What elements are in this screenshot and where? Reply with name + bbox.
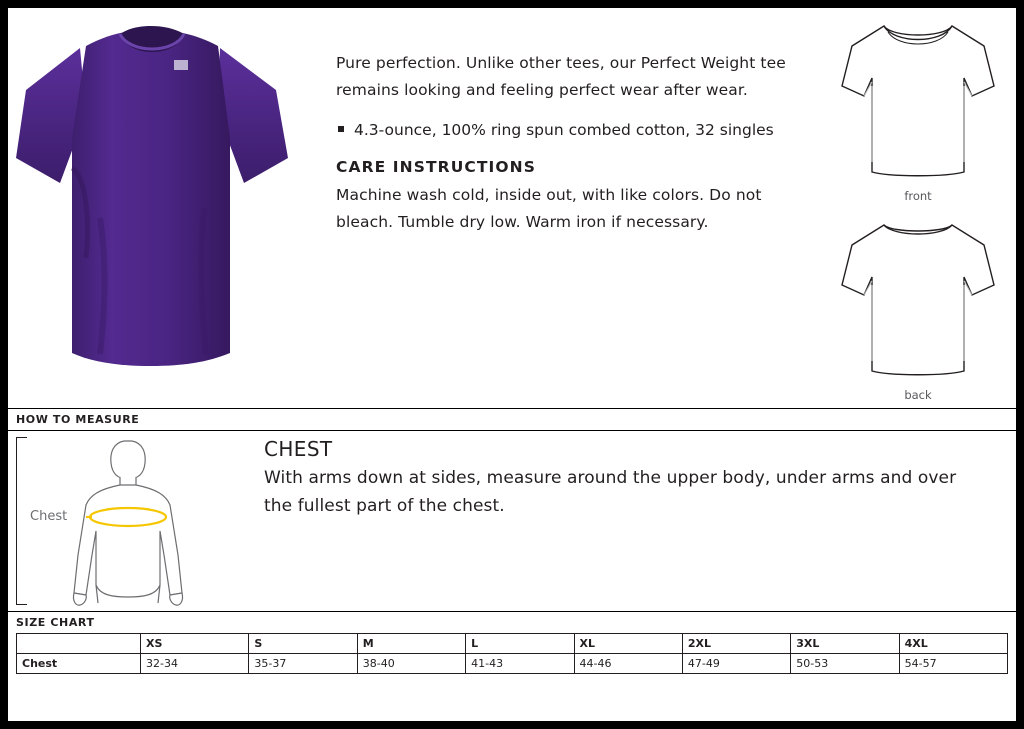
cell-chest-l: 41-43 — [466, 654, 574, 674]
table-header-row — [17, 634, 1008, 654]
table-col-m: M — [357, 634, 465, 654]
cell-chest-s: 35-37 — [249, 654, 357, 674]
measure-title: CHEST — [264, 437, 333, 461]
tshirt-back-outline-icon — [828, 211, 1008, 386]
size-chart-table — [16, 633, 1008, 674]
description-intro: Pure perfection. Unlike other tees, our Perfect Weight tee remains looking and feeling perfect wear after wear. — [336, 54, 786, 99]
care-instructions-heading: CARE INSTRUCTIONS — [336, 157, 537, 176]
table-col-xl: XL — [574, 634, 682, 654]
product-description — [336, 50, 816, 249]
lineart-back — [828, 211, 1008, 386]
how-to-measure-label: HOW TO MEASURE — [16, 413, 140, 426]
cell-chest-3xl: 50-53 — [791, 654, 899, 674]
table-row-label-chest: Chest — [17, 654, 141, 674]
chest-figure-label: Chest — [30, 509, 68, 524]
table-corner-cell — [17, 634, 141, 654]
size-chart-label: SIZE CHART — [16, 616, 95, 629]
cell-chest-4xl: 54-57 — [899, 654, 1007, 674]
cell-chest-xl: 44-46 — [574, 654, 682, 674]
table-col-l: L — [466, 634, 574, 654]
measure-bracket — [16, 437, 27, 605]
cell-chest-2xl: 47-49 — [682, 654, 790, 674]
product-top-section — [8, 8, 1016, 408]
table-col-s: S — [249, 634, 357, 654]
lineart-front — [828, 12, 1008, 187]
description-bullet — [336, 117, 816, 144]
measure-instructions — [264, 437, 964, 520]
cell-chest-xs: 32-34 — [141, 654, 249, 674]
table-col-2xl: 2XL — [682, 634, 790, 654]
measure-description: With arms down at sides, measure around the upper body, under arms and over the fullest part of the chest. — [264, 468, 957, 516]
lineart-front-caption: front — [904, 189, 932, 203]
table-col-xs: XS — [141, 634, 249, 654]
lineart-views — [828, 12, 1008, 410]
tshirt-front-outline-icon — [828, 12, 1008, 187]
table-row — [17, 654, 1008, 674]
cell-chest-m: 38-40 — [357, 654, 465, 674]
how-to-measure-section — [8, 431, 1016, 611]
description-bullet-text: 4.3-ounce, 100% ring spun combed cotton, 32 singles — [354, 121, 774, 140]
product-photo — [8, 18, 298, 368]
tshirt-photo-svg — [8, 18, 298, 368]
lineart-back-caption: back — [904, 388, 932, 402]
bullet-square-icon — [338, 126, 344, 132]
table-col-3xl: 3XL — [791, 634, 899, 654]
table-col-4xl: 4XL — [899, 634, 1007, 654]
care-instructions-text: Machine wash cold, inside out, with like colors. Do not bleach. Tumble dry low. Warm iron if necessary. — [336, 185, 762, 231]
spec-sheet-page — [8, 8, 1016, 721]
size-chart-wrap — [8, 633, 1016, 674]
